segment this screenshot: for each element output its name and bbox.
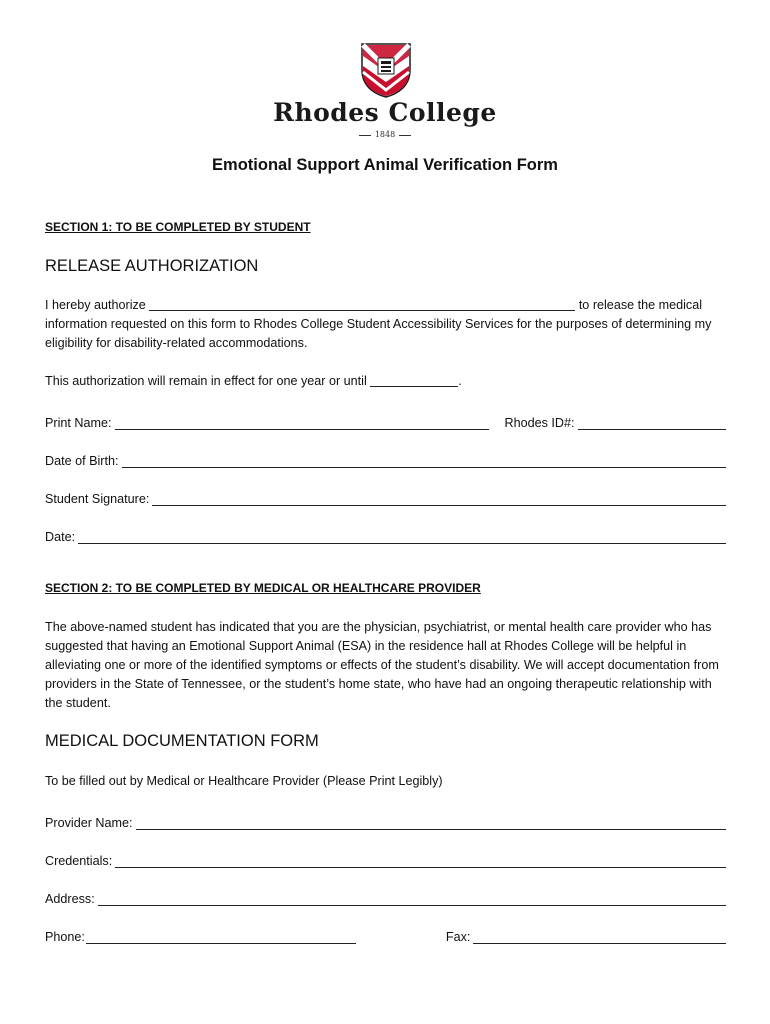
until-date-field[interactable] [370, 373, 458, 387]
date-label: Date: [45, 530, 76, 544]
address-field[interactable] [98, 892, 726, 906]
release-authorization-heading: RELEASE AUTHORIZATION [45, 257, 259, 275]
phone-field[interactable] [86, 930, 356, 944]
term-suffix: . [458, 374, 462, 388]
term-prefix: This authorization will remain in effect for one year or until [45, 374, 367, 388]
dob-field[interactable] [122, 454, 727, 468]
college-logo [0, 38, 770, 138]
authorize-suffix: to release the [578, 298, 656, 312]
signature-field[interactable] [152, 492, 726, 506]
divider [399, 135, 411, 136]
phone-label: Phone: [45, 930, 85, 944]
section1-heading: SECTION 1: TO BE COMPLETED BY STUDENT [45, 220, 311, 234]
authorize-prefix: I hereby authorize [45, 298, 146, 312]
phone-fax-row [45, 925, 726, 944]
form-title: Emotional Support Animal Verification Form [212, 156, 558, 174]
date-field[interactable] [78, 530, 726, 544]
rhodes-id-label: Rhodes ID#: [504, 416, 575, 430]
provider-intro-paragraph: The above-named student has indicated that you are the physician, psychiatrist, or mental health care provider who has suggested that having an Emotional Support Animal (ESA) in the residence hall at Rhodes College will be helpful in alleviating one or more of the identified symptoms or effects of the student’s disability. We will accept documentation from providers in the State of Tennessee, or the student’s home state, who have had an ongoing therapeutic relationship with the student. [45, 620, 719, 710]
provider-name-field[interactable] [136, 816, 727, 830]
authorize-continuation: medical information requested on this form to Rhodes College Student Accessibility Services for the purposes of determining my eligibility for disability-related accommodations. [45, 298, 712, 350]
address-label: Address: [45, 892, 95, 906]
provider-name-row [45, 811, 726, 830]
authorized-party-field[interactable] [149, 297, 575, 311]
fax-label: Fax: [445, 930, 471, 944]
credentials-row [45, 849, 726, 868]
founded-year [0, 130, 770, 139]
print-name-label: Print Name: [45, 416, 112, 430]
authorization-term [45, 372, 727, 391]
founded-text: 1848 [374, 130, 396, 139]
rhodes-id-field[interactable] [578, 416, 726, 430]
signature-row [45, 487, 726, 506]
dob-label: Date of Birth: [45, 454, 119, 468]
date-row [45, 525, 726, 544]
address-row [45, 887, 726, 906]
authorization-paragraph [45, 296, 727, 353]
credentials-label: Credentials: [45, 854, 113, 868]
print-name-field[interactable] [115, 416, 489, 430]
print-name-row [45, 411, 726, 430]
divider [359, 135, 371, 136]
provider-instruction: To be filled out by Medical or Healthcare Provider (Please Print Legibly) [45, 774, 443, 788]
credentials-field[interactable] [115, 854, 726, 868]
dob-row [45, 449, 726, 468]
medical-documentation-heading: MEDICAL DOCUMENTATION FORM [45, 732, 319, 750]
fax-field[interactable] [473, 930, 726, 944]
signature-label: Student Signature: [45, 492, 150, 506]
college-name: Rhodes College [273, 98, 497, 127]
provider-name-label: Provider Name: [45, 816, 133, 830]
section2-heading: SECTION 2: TO BE COMPLETED BY MEDICAL OR HEALTHCARE PROVIDER [45, 581, 481, 595]
crest-icon [360, 42, 412, 98]
